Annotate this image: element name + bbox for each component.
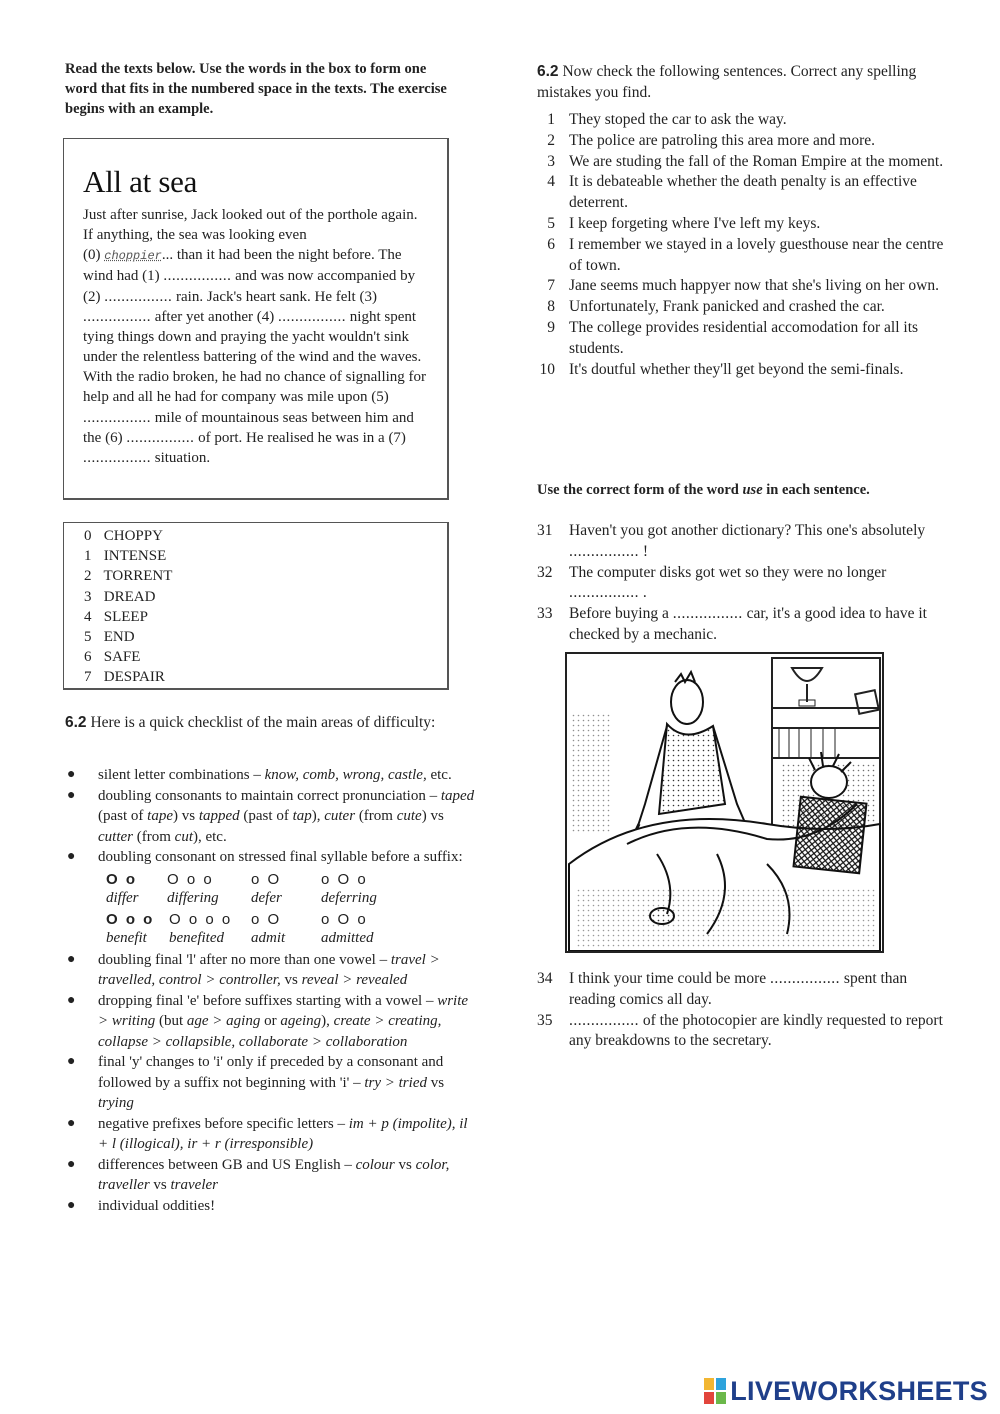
gap-2-blank[interactable]: ................: [104, 288, 173, 305]
use-item-31: 31 Haven't you got another dictionary? This one's absolutely ................ !: [537, 522, 926, 560]
gap-5-blank[interactable]: ................: [83, 409, 151, 426]
intro-instructions: Read the texts below. Use the words in the box to form one word that fits in the numbered space in the texts. The exercise begins with an example.: [65, 61, 447, 117]
gap-4-blank[interactable]: ................: [278, 308, 347, 325]
checklist-item: ● doubling final 'l' after no more than one vowel – travel > travelled, control > controller, vs reveal > revealed: [67, 951, 440, 988]
story-segment: Just after sunrise, Jack looked out of the porthole again. If anything, the sea was looking even: [83, 207, 418, 244]
answer-blank[interactable]: ................: [569, 1011, 639, 1029]
checklist-item: ● doubling consonant on stressed final syllable before a suffix: O o differ O o o differing o O defer o O o deferring O o o benefit O o o o benefited o O admit o O o admitted: [65, 847, 475, 948]
use-heading: Use the correct form of the word use in each sentence.: [537, 482, 870, 498]
use-item-33: 33 Before buying a ................ car, it's a good idea to have it checked by a mechanic.: [537, 605, 927, 643]
comic-book: [794, 797, 867, 874]
answer-blank[interactable]: ................: [770, 970, 841, 987]
bullet-icon: ●: [67, 787, 76, 803]
stress-cell: o O o admitted: [321, 910, 374, 946]
story-segment: situation.: [154, 449, 211, 466]
stress-cell: O o o o benefited: [169, 910, 233, 946]
gap-4-label: (4): [256, 308, 275, 325]
brand-name: LIVEWORKSHEETS: [730, 1376, 988, 1406]
spelling-item[interactable]: 3 We are studing the fall of the Roman Empire at the moment.: [547, 152, 944, 170]
bullet-icon: ●: [67, 767, 76, 782]
spelling-item[interactable]: 4 It is debateable whether the death penalty is an effective deterrent.: [547, 173, 917, 212]
story-text: Just after sunrise, Jack looked out of the porthole again. If anything, the sea was looking even (0) choppier... than it had been the night before. The wind had (1) ................ and was now accompanied by (2) ................ rain. Jack's heart sank. He felt (3) ................ after yet another (4) ................ night spent tying things down and praying the yacht wouldn't sink under the relentless battering of the wind and the waves. With the radio broken, he had no chance of signalling for help and all he had for company was mile upon (5) ................ mile of mountainous seas between him and the (6) ................ of port. He realised he was in a (7) ................ situation.: [83, 207, 427, 466]
word-row: 7 DESPAIR: [84, 669, 165, 686]
bullet-icon: ●: [67, 1156, 76, 1172]
checklist-item: ● final 'y' changes to 'i' only if preceded by a consonant and followed by a suffix not beginning with 'i' – try > tried vs trying: [67, 1054, 445, 1111]
word-row: 3 DREAD: [84, 588, 156, 605]
story-segment: of port. He realised he was in a: [198, 429, 385, 446]
use-list: [537, 521, 947, 646]
checklist-item: ● individual oddities!: [65, 1196, 475, 1217]
checklist-item: ● dropping final 'e' before suffixes starting with a vowel – write > writing (but age > aging or ageing), create > creating, collapse > collapsible, collaborate > collaboration: [67, 992, 469, 1050]
word-row: 6 SAFE: [84, 649, 141, 666]
bullet-icon: ●: [67, 1115, 76, 1131]
gap-7-label: (7): [388, 429, 406, 446]
checklist-item: ● negative prefixes before specific letters – im + p (impolite), il + l (illogical), ir + r (irresponsible): [67, 1115, 468, 1152]
word-row: 1 INTENSE: [84, 548, 167, 565]
spelling-heading: 6.2 Now check the following sentences. Correct any spelling mistakes you find.: [537, 63, 917, 101]
gap-1-blank[interactable]: ................: [163, 268, 232, 285]
answer-blank[interactable]: ................: [569, 542, 639, 560]
gap-3-blank[interactable]: ................: [83, 308, 151, 325]
use-item-32: 32 The computer disks got wet so they were no longer ................ .: [537, 563, 887, 602]
story-segment: rain. Jack's heart sank. He felt: [176, 288, 356, 305]
cartoon-illustration: [565, 652, 884, 953]
stress-cell: o O defer: [251, 870, 282, 906]
spelling-item[interactable]: 9 The college provides residential accomodation for all its students.: [547, 318, 919, 357]
story-segment: night spent tying things down and praying the yacht wouldn't sink under the relentless battering of the wind and the waves. With the radio broken, he had no chance of signalling for help and all he had for company was mile upon: [83, 308, 427, 406]
stress-row: [100, 910, 475, 948]
story-segment: mile of mountainous seas between him and the: [83, 409, 414, 446]
gap-7-blank[interactable]: ................: [83, 449, 151, 466]
word-row: 5 END: [84, 629, 135, 646]
answer-blank[interactable]: ................: [569, 584, 639, 602]
word-row: 0 CHOPPY: [84, 528, 163, 544]
stress-row: [100, 870, 475, 908]
spelling-item[interactable]: 10 It's doutful whether they'll get beyond the semi-finals.: [539, 360, 904, 378]
answer-blank[interactable]: ................: [672, 605, 743, 623]
bullet-icon: ●: [67, 992, 76, 1008]
checklist: [65, 765, 475, 1216]
use-item-35: 35 ................ of the photocopier are kindly requested to report any breakdowns to the secretary.: [537, 1011, 943, 1050]
gap-3-label: (3): [359, 288, 377, 305]
gap-1-label: (1): [142, 268, 160, 285]
gap-2-label: (2): [83, 288, 101, 305]
checklist-item: ● differences between GB and US English – colour vs color, traveller vs traveler: [67, 1156, 450, 1193]
man-head: [671, 680, 703, 724]
bullet-icon: ●: [67, 849, 76, 864]
trophy-icon: [792, 668, 822, 681]
checklist-item: ● silent letter combinations – know, comb, wrong, castle, etc.: [65, 765, 475, 786]
spelling-item[interactable]: 1 They stoped the car to ask the way.: [547, 111, 787, 128]
liveworksheets-logo-icon: [704, 1378, 726, 1404]
checklist-item: ● doubling consonants to maintain correct pronunciation – taped (past of tape) vs tapped (past of tap), cuter (from cute) vs cutter (from cut), etc.: [67, 787, 475, 845]
spelling-item[interactable]: 5 I keep forgeting where I've left my keys.: [547, 214, 821, 232]
spelling-item[interactable]: 7 Jane seems much happyer now that she's living on her own.: [547, 277, 939, 295]
footer-logo[interactable]: [704, 1376, 988, 1406]
spelling-item[interactable]: 2 The police are patroling this area more and more.: [547, 131, 875, 149]
stress-cell: o O admit: [251, 910, 286, 946]
gap-6-blank[interactable]: ................: [126, 429, 195, 446]
spelling-list: [537, 110, 947, 380]
gap-5-label: (5): [371, 389, 389, 406]
cartoon-svg: [567, 654, 882, 951]
story-segment: after yet another: [154, 308, 254, 325]
gap-6-label: (6): [105, 429, 123, 446]
story-segment: than it had been the night before. The wind had: [83, 247, 402, 285]
bullet-icon: ●: [67, 1197, 76, 1213]
stress-cell: o O o deferring: [321, 870, 377, 906]
word-row: 4 SLEEP: [84, 608, 148, 625]
spelling-item[interactable]: 8 Unfortunately, Frank panicked and crashed the car.: [547, 298, 885, 316]
use-item-34: 34 I think your time could be more ................ spent than reading comics all day.: [537, 970, 908, 1008]
stress-cell: O o differ: [106, 870, 139, 906]
checklist-heading: 6.2 Here is a quick checklist of the main areas of difficulty:: [65, 714, 436, 731]
word-row: 2 TORRENT: [84, 568, 173, 585]
gap-0-label: (0): [83, 247, 101, 264]
stress-pattern-table: [98, 870, 475, 948]
stress-cell: O o o benefit: [106, 910, 155, 946]
example-answer: choppier: [104, 249, 162, 264]
spelling-item[interactable]: 6 I remember we stayed in a lovely guesthouse near the centre of town.: [547, 235, 944, 274]
bullet-icon: ●: [67, 951, 76, 967]
bullet-icon: ●: [67, 1054, 76, 1069]
story-title: All at sea: [83, 164, 198, 199]
story-box: [63, 138, 449, 500]
story-segment: and was now accompanied by: [235, 268, 416, 285]
stress-cell: O o o differing: [167, 870, 219, 906]
use-list-continued: [537, 969, 947, 1052]
word-box: [63, 522, 449, 690]
